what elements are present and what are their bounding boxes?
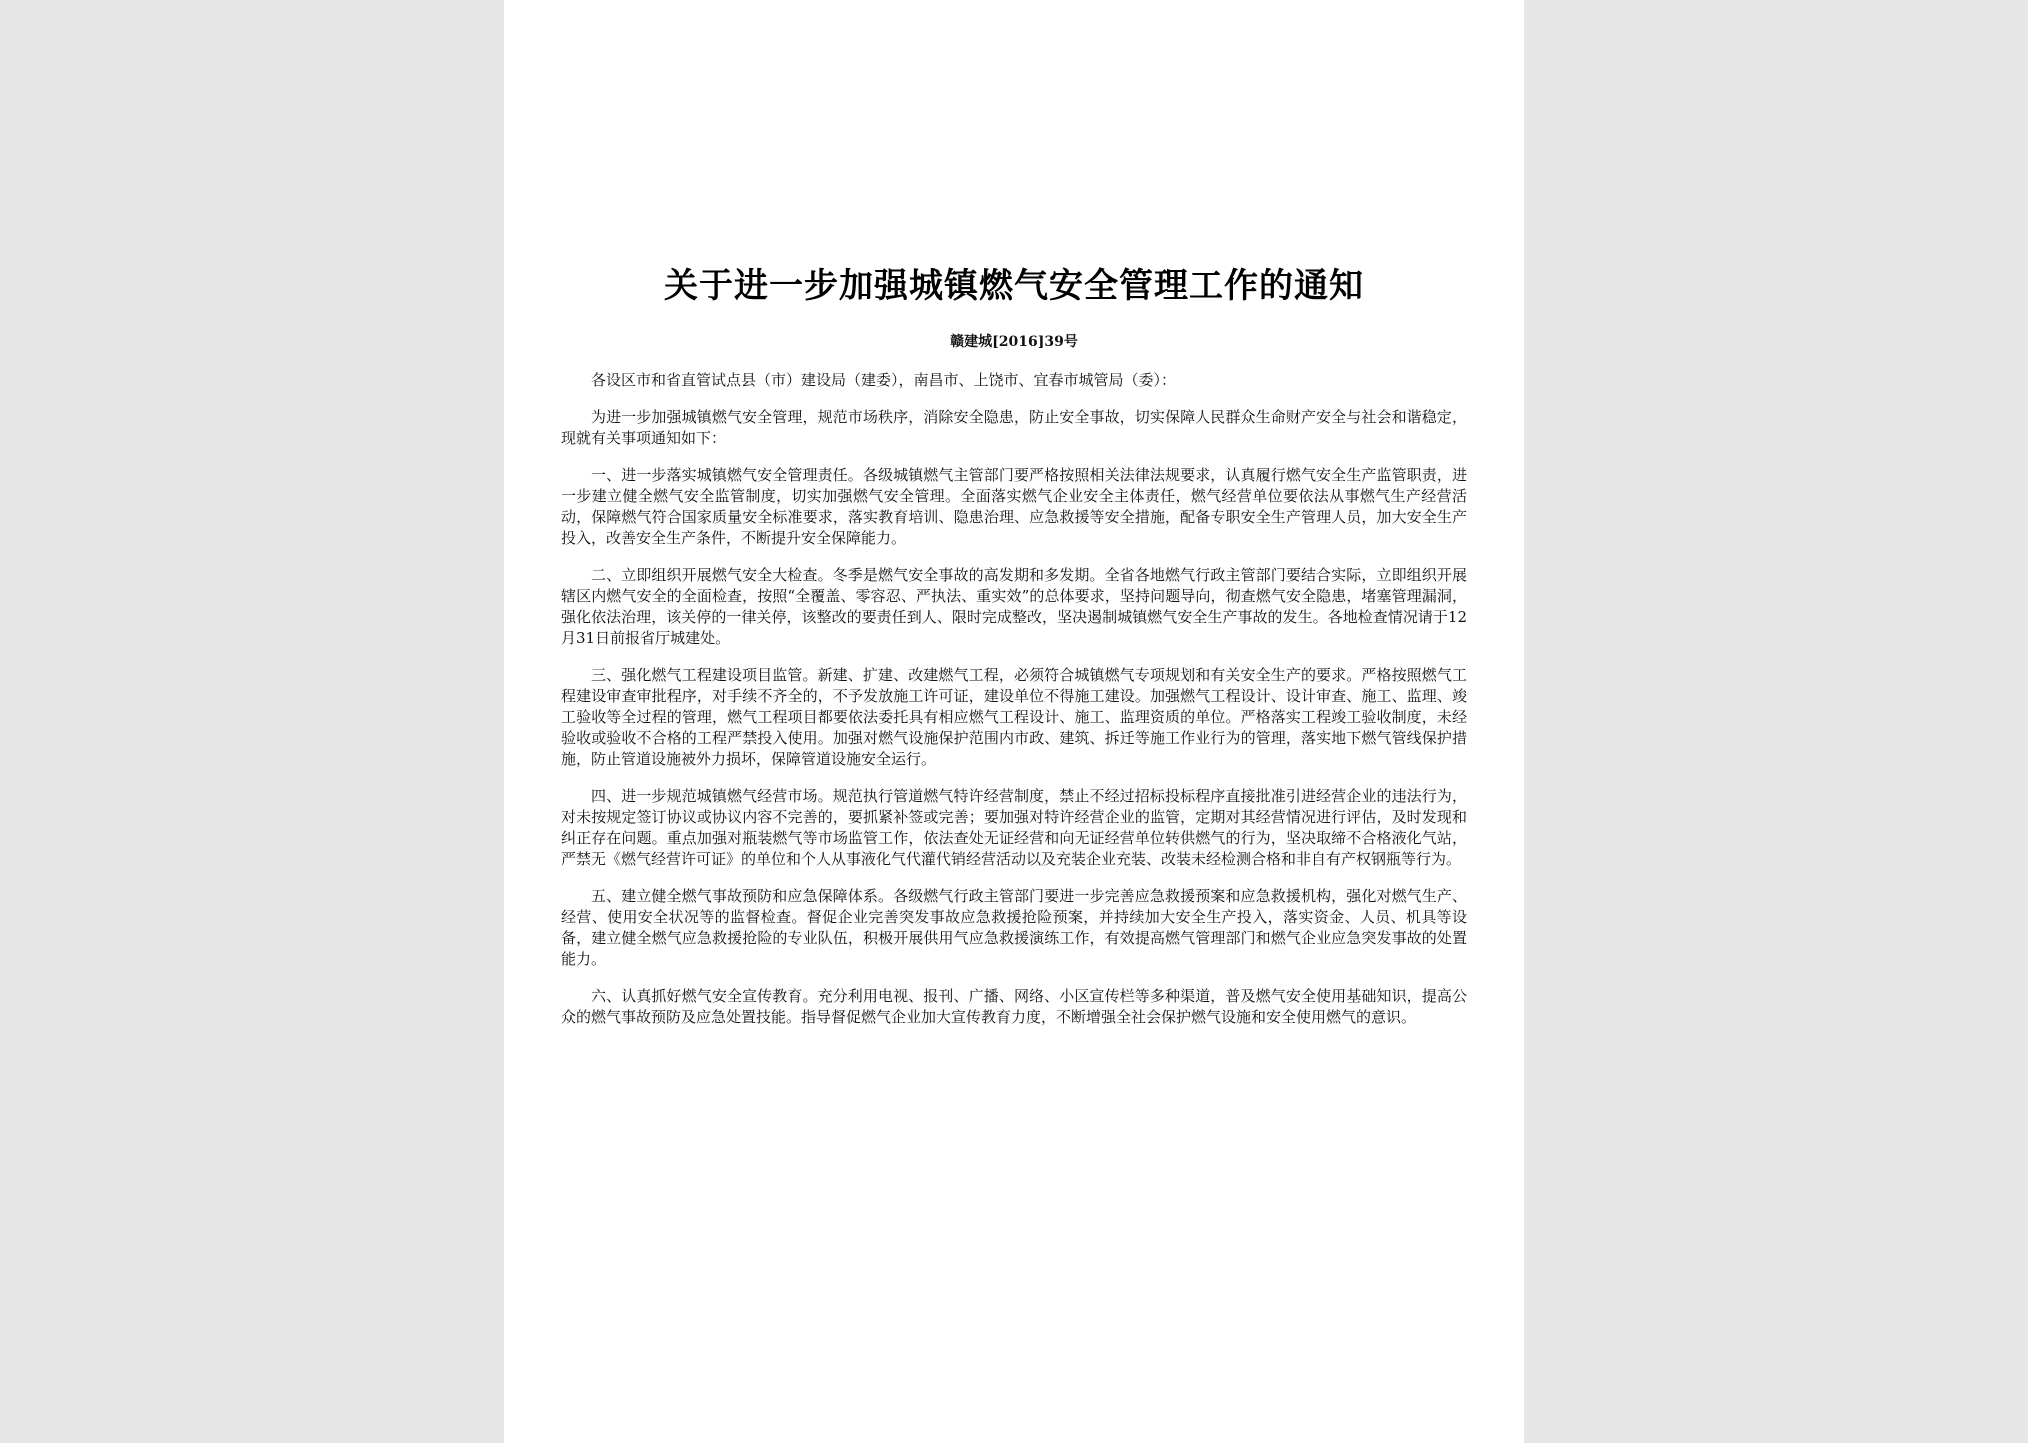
section-2-paragraph: 二、立即组织开展燃气安全大检查。冬季是燃气安全事故的高发期和多发期。全省各地燃气行政主管部门要结合实际，立即组织开展辖区内燃气安全的全面检查，按照“全覆盖、零容忍、严执法、重实效”的总体要求，坚持问题导向，彻查燃气安全隐患，堵塞管理漏洞，强化依法治理，该关停的一律关停，该整改的要责任到人、限时完成整改，坚决遏制城镇燃气安全生产事故的发生。各地检查情况请于12月31日前报省厅城建处。 [561, 566, 1467, 647]
section-4-paragraph: 四、进一步规范城镇燃气经营市场。规范执行管道燃气特许经营制度，禁止不经过招标投标程序直接批准引进经营企业的违法行为，对未按规定签订协议或协议内容不完善的，要抓紧补签或完善；要加强对特许经营企业的监管，定期对其经营情况进行评估，及时发现和纠正存在问题。重点加强对瓶装燃气等市场监管工作，依法查处无证经营和向无证经营单位转供燃气的行为，坚决取缔不合格液化气站，严禁无《燃气经营许可证》的单位和个人从事液化气代灌代销经营活动以及充装企业充装、改装未经检测合格和非自有产权钢瓶等行为。 [561, 787, 1467, 868]
section-1-paragraph: 一、进一步落实城镇燃气安全管理责任。各级城镇燃气主管部门要严格按照相关法律法规要求，认真履行燃气安全生产监管职责，进一步建立健全燃气安全监管制度，切实加强燃气安全管理。全面落实燃气企业安全主体责任，燃气经营单位要依法从事燃气生产经营活动，保障燃气符合国家质量安全标准要求，落实教育培训、隐患治理、应急救援等安全措施，配备专职安全生产管理人员，加大安全生产投入，改善安全生产条件，不断提升安全保障能力。 [561, 466, 1467, 547]
section-3-paragraph: 三、强化燃气工程建设项目监管。新建、扩建、改建燃气工程，必须符合城镇燃气专项规划和有关安全生产的要求。严格按照燃气工程建设审查审批程序，对手续不齐全的，不予发放施工许可证，建设单位不得施工建设。加强燃气工程设计、设计审查、施工、监理、竣工验收等全过程的管理，燃气工程项目都要依法委托具有相应燃气工程设计、施工、监理资质的单位。严格落实工程竣工验收制度，未经验收或验收不合格的工程严禁投入使用。加强对燃气设施保护范围内市政、建筑、拆迁等施工作业行为的管理，落实地下燃气管线保护措施，防止管道设施被外力损坏，保障管道设施安全运行。 [561, 666, 1467, 768]
section-6-paragraph: 六、认真抓好燃气安全宣传教育。充分利用电视、报刊、广播、网络、小区宣传栏等多种渠道，普及燃气安全使用基础知识，提高公众的燃气事故预防及应急处置技能。指导督促燃气企业加大宣传教育力度，不断增强全社会保护燃气设施和安全使用燃气的意识。 [561, 987, 1467, 1026]
document-content [561, 262, 1467, 1028]
section-5-paragraph: 五、建立健全燃气事故预防和应急保障体系。各级燃气行政主管部门要进一步完善应急救援预案和应急救援机构，强化对燃气生产、经营、使用安全状况等的监督检查。督促企业完善突发事故应急救援抢险预案，并持续加大安全生产投入，落实资金、人员、机具等设备，建立健全燃气应急救援抢险的专业队伍，积极开展供用气应急救援演练工作，有效提高燃气管理部门和燃气企业应急突发事故的处置能力。 [561, 887, 1467, 968]
document-page [504, 0, 1524, 1443]
intro-paragraph: 为进一步加强城镇燃气安全管理，规范市场秩序，消除安全隐患，防止安全事故，切实保障人民群众生命财产安全与社会和谐稳定，现就有关事项通知如下： [561, 408, 1467, 447]
addressee-line: 各设区市和省直管试点县（市）建设局（建委），南昌市、上饶市、宜春市城管局（委）： [591, 371, 1177, 389]
document-number: 赣建城[2016]39号 [950, 334, 1078, 350]
document-title: 关于进一步加强城镇燃气安全管理工作的通知 [664, 266, 1364, 306]
